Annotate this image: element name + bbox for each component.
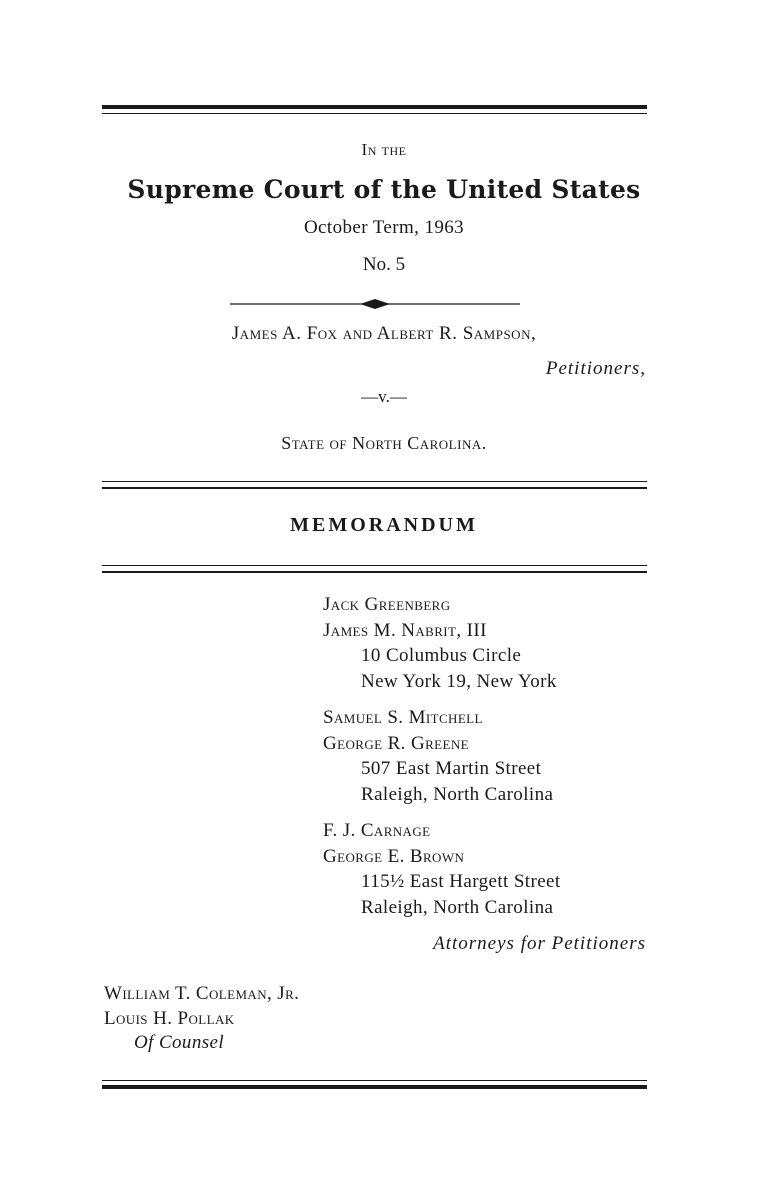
mid-rule-thin-1 [102, 481, 647, 482]
respondent: State of North Carolina. [281, 433, 487, 453]
ornament-divider [230, 298, 520, 310]
attorney-address: 10 Columbus Circle [361, 645, 522, 666]
court-name: Supreme Court of the United States [127, 175, 641, 204]
attorney-name: James M. Nabrit, III [323, 620, 487, 641]
top-rule-thick [102, 105, 647, 109]
mid-rule-thin-3 [102, 565, 647, 566]
attorney-name: Jack Greenberg [323, 594, 451, 615]
bottom-rule-thick [102, 1085, 647, 1089]
attorney-address: 507 East Martin Street [361, 758, 542, 779]
attorney-address: New York 19, New York [361, 671, 557, 692]
attorneys-role: Attorneys for Petitioners [433, 933, 646, 954]
term: October Term, 1963 [303, 217, 465, 238]
counsel-name: William T. Coleman, Jr. [104, 983, 300, 1004]
mid-rule-thin-4 [102, 571, 647, 573]
attorney-name: George E. Brown [323, 846, 465, 867]
attorney-address: 115½ East Hargett Street [361, 871, 561, 892]
top-rule-thin [102, 113, 647, 114]
counsel-name: Louis H. Pollak [104, 1008, 235, 1029]
in-the-label: In the [361, 140, 407, 159]
bottom-rule-thin [102, 1080, 647, 1081]
mid-rule-thin-2 [102, 487, 647, 489]
attorney-name: George R. Greene [323, 733, 469, 754]
versus: —v.— [361, 387, 407, 406]
attorney-name: Samuel S. Mitchell [323, 707, 483, 728]
counsel-role: Of Counsel [134, 1032, 225, 1053]
case-number: No. 5 [362, 254, 406, 275]
attorney-address: Raleigh, North Carolina [361, 784, 554, 805]
attorney-name: F. J. Carnage [323, 820, 431, 841]
attorney-address: Raleigh, North Carolina [361, 897, 554, 918]
petitioners-names: James A. Fox and Albert R. Sampson, [231, 323, 537, 344]
document-title: MEMORANDUM [290, 514, 478, 536]
petitioners-label: Petitioners, [545, 358, 646, 379]
